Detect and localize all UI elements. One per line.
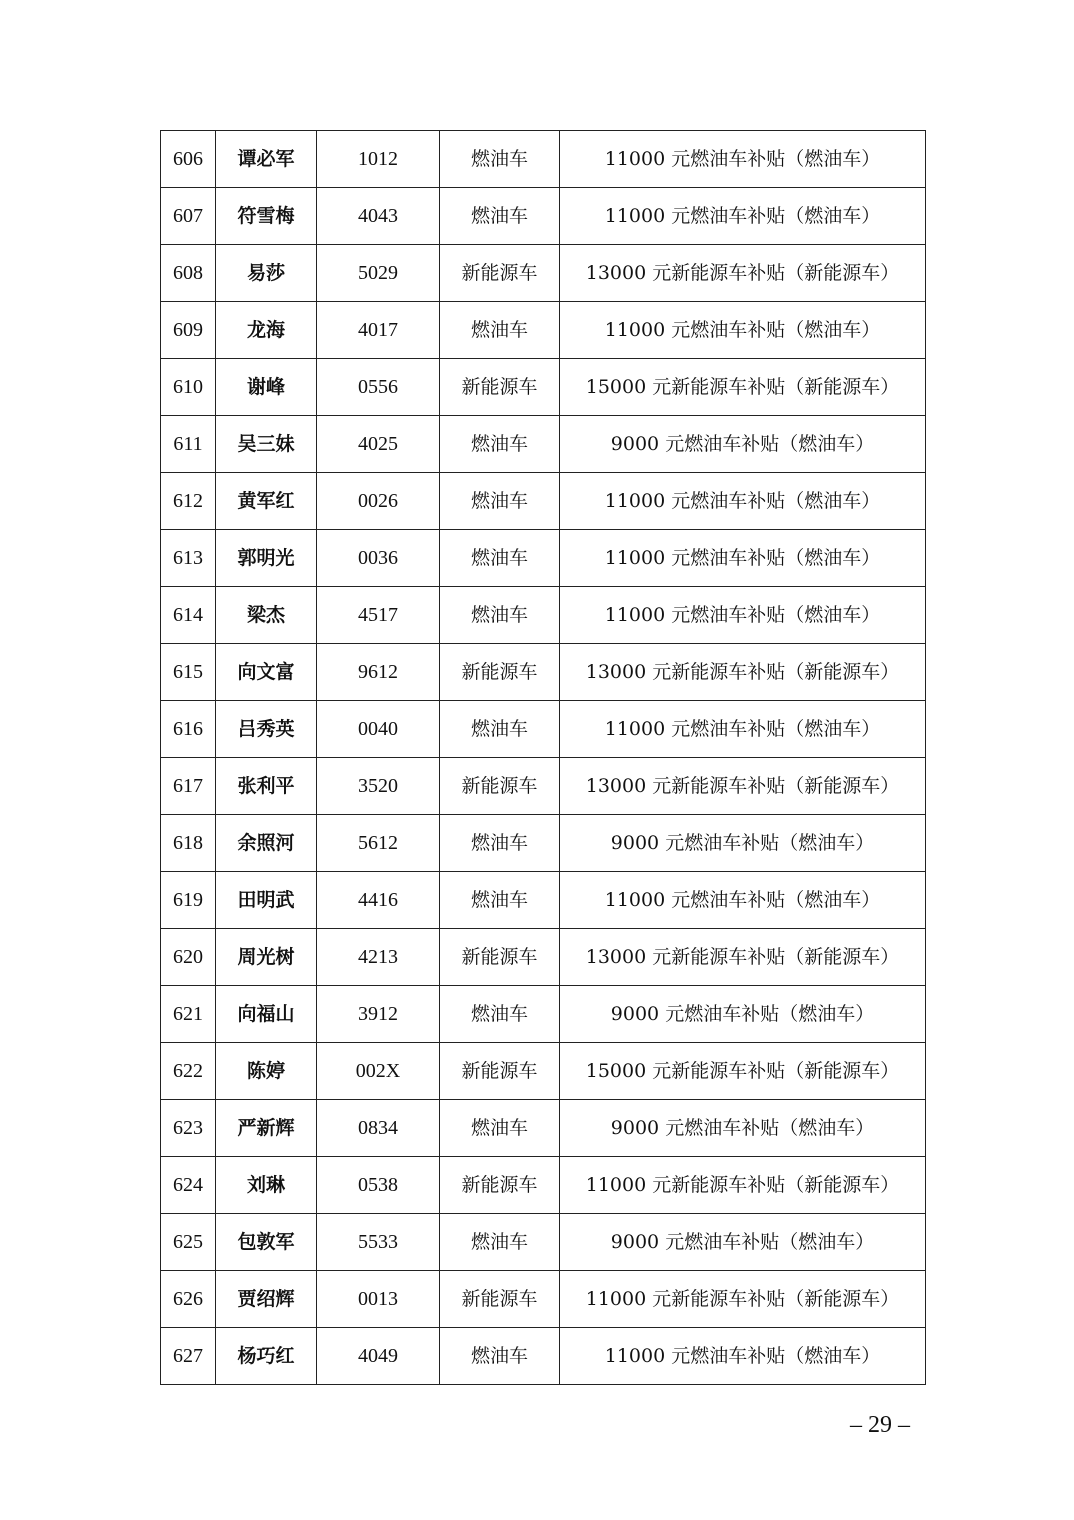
- id-suffix-cell: 4049: [317, 1328, 440, 1385]
- subsidy-cell: 11000 元燃油车补贴（燃油车）: [560, 530, 926, 587]
- table-row: [161, 473, 926, 530]
- id-suffix-cell: 4017: [317, 302, 440, 359]
- name-cell: 刘琳: [216, 1157, 317, 1214]
- name-cell: 符雪梅: [216, 188, 317, 245]
- subsidy-cell: 15000 元新能源车补贴（新能源车）: [560, 359, 926, 416]
- id-suffix-cell: 4025: [317, 416, 440, 473]
- id-suffix-cell: 9612: [317, 644, 440, 701]
- table-row: [161, 758, 926, 815]
- subsidy-cell: 11000 元燃油车补贴（燃油车）: [560, 131, 926, 188]
- table-row: [161, 245, 926, 302]
- row-number-cell: 611: [161, 416, 216, 473]
- vehicle-type-cell: 新能源车: [440, 359, 560, 416]
- name-cell: 杨巧红: [216, 1328, 317, 1385]
- id-suffix-cell: 1012: [317, 131, 440, 188]
- row-number-cell: 607: [161, 188, 216, 245]
- vehicle-type-cell: 新能源车: [440, 1157, 560, 1214]
- name-cell: 严新辉: [216, 1100, 317, 1157]
- row-number-cell: 606: [161, 131, 216, 188]
- row-number-cell: 626: [161, 1271, 216, 1328]
- subsidy-cell: 11000 元燃油车补贴（燃油车）: [560, 188, 926, 245]
- row-number-cell: 609: [161, 302, 216, 359]
- subsidy-cell: 11000 元燃油车补贴（燃油车）: [560, 473, 926, 530]
- id-suffix-cell: 0556: [317, 359, 440, 416]
- page-number: – 29 –: [850, 1412, 910, 1438]
- id-suffix-cell: 5533: [317, 1214, 440, 1271]
- row-number-cell: 613: [161, 530, 216, 587]
- row-number-cell: 624: [161, 1157, 216, 1214]
- row-number-cell: 608: [161, 245, 216, 302]
- name-cell: 黄军红: [216, 473, 317, 530]
- subsidy-cell: 11000 元燃油车补贴（燃油车）: [560, 587, 926, 644]
- id-suffix-cell: 0013: [317, 1271, 440, 1328]
- name-cell: 梁杰: [216, 587, 317, 644]
- vehicle-type-cell: 新能源车: [440, 644, 560, 701]
- id-suffix-cell: 0834: [317, 1100, 440, 1157]
- id-suffix-cell: 5029: [317, 245, 440, 302]
- table-row: [161, 701, 926, 758]
- subsidy-cell: 9000 元燃油车补贴（燃油车）: [560, 1100, 926, 1157]
- table-row: [161, 644, 926, 701]
- vehicle-type-cell: 燃油车: [440, 587, 560, 644]
- table-row: [161, 530, 926, 587]
- row-number-cell: 618: [161, 815, 216, 872]
- name-cell: 贾绍辉: [216, 1271, 317, 1328]
- table-row: [161, 587, 926, 644]
- table-row: [161, 1328, 926, 1385]
- table-row: [161, 1043, 926, 1100]
- table-row: [161, 416, 926, 473]
- id-suffix-cell: 0036: [317, 530, 440, 587]
- subsidy-cell: 11000 元新能源车补贴（新能源车）: [560, 1271, 926, 1328]
- id-suffix-cell: 4213: [317, 929, 440, 986]
- row-number-cell: 627: [161, 1328, 216, 1385]
- name-cell: 向福山: [216, 986, 317, 1043]
- name-cell: 包敦军: [216, 1214, 317, 1271]
- vehicle-type-cell: 新能源车: [440, 758, 560, 815]
- table-row: [161, 302, 926, 359]
- row-number-cell: 612: [161, 473, 216, 530]
- subsidy-cell: 9000 元燃油车补贴（燃油车）: [560, 416, 926, 473]
- vehicle-type-cell: 燃油车: [440, 131, 560, 188]
- subsidy-cell: 13000 元新能源车补贴（新能源车）: [560, 644, 926, 701]
- subsidy-cell: 11000 元燃油车补贴（燃油车）: [560, 872, 926, 929]
- vehicle-type-cell: 新能源车: [440, 245, 560, 302]
- name-cell: 郭明光: [216, 530, 317, 587]
- id-suffix-cell: 002X: [317, 1043, 440, 1100]
- subsidy-table-body: [161, 131, 926, 1385]
- subsidy-cell: 11000 元新能源车补贴（新能源车）: [560, 1157, 926, 1214]
- table-row: [161, 1271, 926, 1328]
- table-row: [161, 131, 926, 188]
- row-number-cell: 623: [161, 1100, 216, 1157]
- vehicle-type-cell: 燃油车: [440, 701, 560, 758]
- table-row: [161, 1214, 926, 1271]
- row-number-cell: 622: [161, 1043, 216, 1100]
- id-suffix-cell: 0040: [317, 701, 440, 758]
- vehicle-type-cell: 燃油车: [440, 1100, 560, 1157]
- name-cell: 向文富: [216, 644, 317, 701]
- row-number-cell: 625: [161, 1214, 216, 1271]
- name-cell: 易莎: [216, 245, 317, 302]
- name-cell: 周光树: [216, 929, 317, 986]
- name-cell: 余照河: [216, 815, 317, 872]
- id-suffix-cell: 4043: [317, 188, 440, 245]
- vehicle-type-cell: 燃油车: [440, 986, 560, 1043]
- table-row: [161, 929, 926, 986]
- vehicle-type-cell: 新能源车: [440, 1271, 560, 1328]
- row-number-cell: 620: [161, 929, 216, 986]
- subsidy-cell: 9000 元燃油车补贴（燃油车）: [560, 986, 926, 1043]
- subsidy-cell: 9000 元燃油车补贴（燃油车）: [560, 1214, 926, 1271]
- row-number-cell: 615: [161, 644, 216, 701]
- vehicle-type-cell: 燃油车: [440, 416, 560, 473]
- name-cell: 陈婷: [216, 1043, 317, 1100]
- subsidy-cell: 13000 元新能源车补贴（新能源车）: [560, 929, 926, 986]
- table-row: [161, 815, 926, 872]
- row-number-cell: 616: [161, 701, 216, 758]
- id-suffix-cell: 4416: [317, 872, 440, 929]
- subsidy-cell: 13000 元新能源车补贴（新能源车）: [560, 758, 926, 815]
- id-suffix-cell: 3520: [317, 758, 440, 815]
- name-cell: 谭必军: [216, 131, 317, 188]
- subsidy-cell: 11000 元燃油车补贴（燃油车）: [560, 302, 926, 359]
- table-row: [161, 872, 926, 929]
- id-suffix-cell: 0538: [317, 1157, 440, 1214]
- name-cell: 吴三妹: [216, 416, 317, 473]
- id-suffix-cell: 5612: [317, 815, 440, 872]
- name-cell: 吕秀英: [216, 701, 317, 758]
- id-suffix-cell: 0026: [317, 473, 440, 530]
- row-number-cell: 617: [161, 758, 216, 815]
- vehicle-type-cell: 燃油车: [440, 530, 560, 587]
- vehicle-type-cell: 燃油车: [440, 473, 560, 530]
- subsidy-cell: 15000 元新能源车补贴（新能源车）: [560, 1043, 926, 1100]
- vehicle-type-cell: 燃油车: [440, 302, 560, 359]
- row-number-cell: 614: [161, 587, 216, 644]
- row-number-cell: 619: [161, 872, 216, 929]
- table-row: [161, 188, 926, 245]
- table-row: [161, 1100, 926, 1157]
- vehicle-type-cell: 燃油车: [440, 1214, 560, 1271]
- subsidy-cell: 11000 元燃油车补贴（燃油车）: [560, 1328, 926, 1385]
- name-cell: 谢峰: [216, 359, 317, 416]
- table-row: [161, 359, 926, 416]
- table-row: [161, 986, 926, 1043]
- id-suffix-cell: 3912: [317, 986, 440, 1043]
- subsidy-cell: 9000 元燃油车补贴（燃油车）: [560, 815, 926, 872]
- name-cell: 田明武: [216, 872, 317, 929]
- row-number-cell: 610: [161, 359, 216, 416]
- vehicle-type-cell: 燃油车: [440, 872, 560, 929]
- subsidy-cell: 11000 元燃油车补贴（燃油车）: [560, 701, 926, 758]
- vehicle-type-cell: 新能源车: [440, 929, 560, 986]
- vehicle-type-cell: 燃油车: [440, 188, 560, 245]
- id-suffix-cell: 4517: [317, 587, 440, 644]
- name-cell: 张利平: [216, 758, 317, 815]
- subsidy-cell: 13000 元新能源车补贴（新能源车）: [560, 245, 926, 302]
- name-cell: 龙海: [216, 302, 317, 359]
- vehicle-type-cell: 新能源车: [440, 1043, 560, 1100]
- vehicle-type-cell: 燃油车: [440, 1328, 560, 1385]
- table-row: [161, 1157, 926, 1214]
- subsidy-table: [160, 130, 926, 1385]
- row-number-cell: 621: [161, 986, 216, 1043]
- vehicle-type-cell: 燃油车: [440, 815, 560, 872]
